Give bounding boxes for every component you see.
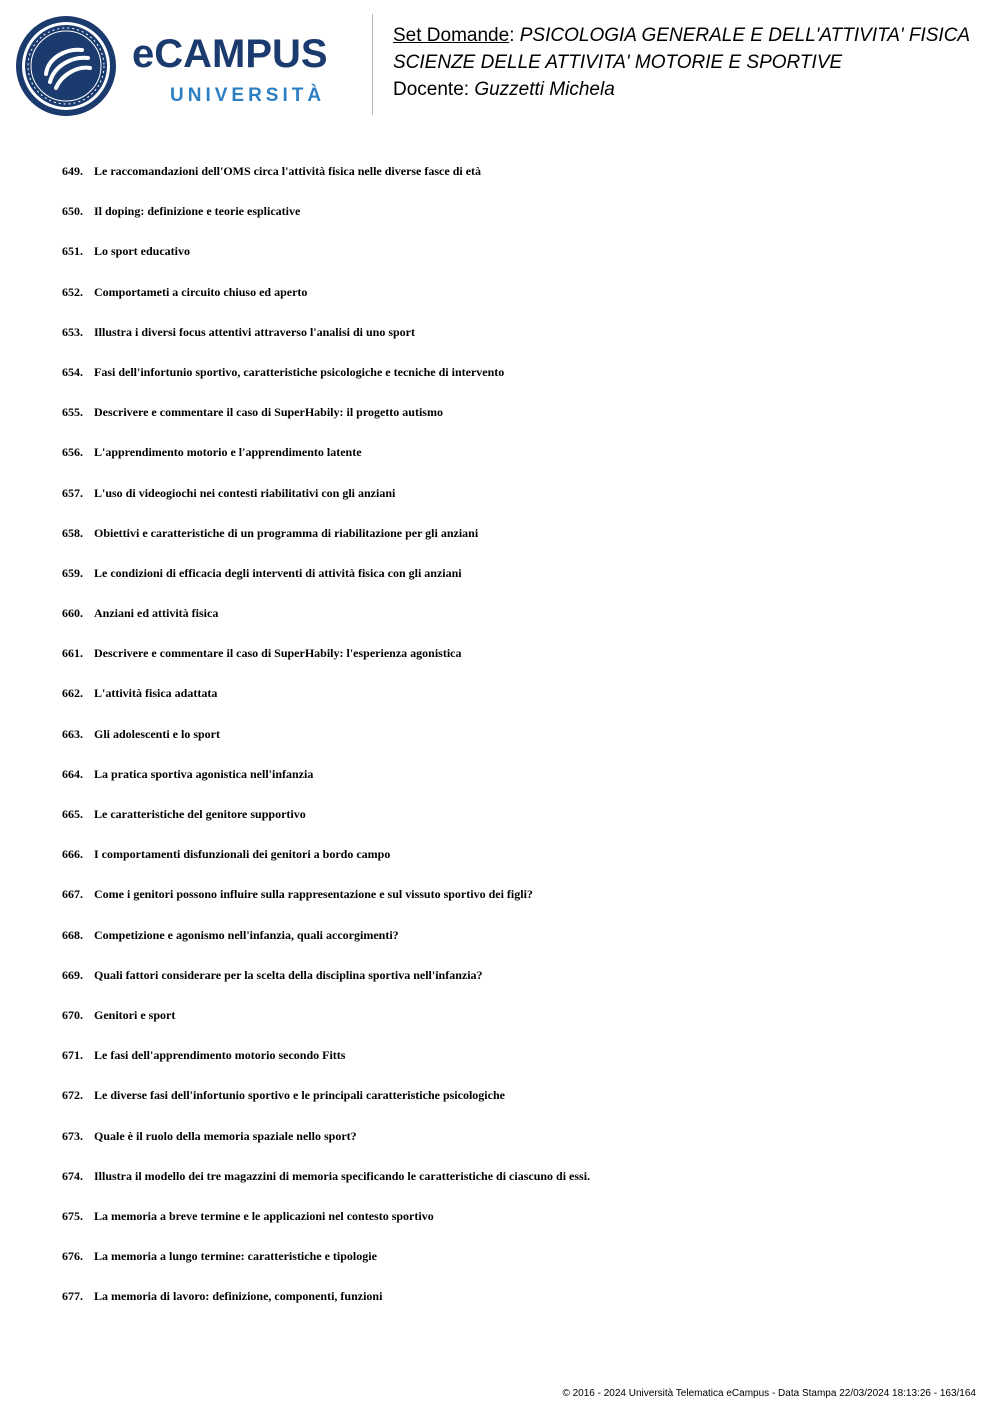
- question-number: 651.: [62, 244, 83, 259]
- question-text: Quale è il ruolo della memoria spaziale nello sport?: [94, 1128, 357, 1143]
- question-item: [62, 485, 962, 525]
- question-text: Obiettivi e caratteristiche di un programma di riabilitazione per gli anziani: [94, 525, 479, 540]
- question-number: 674.: [62, 1168, 83, 1183]
- question-text: Le raccomandazioni dell'OMS circa l'attività fisica nelle diverse fasce di età: [94, 164, 482, 178]
- question-number: 650.: [62, 204, 83, 219]
- question-number: 664.: [62, 766, 83, 781]
- question-item: [62, 1168, 962, 1208]
- question-item: [62, 685, 962, 725]
- question-text: I comportamenti disfunzionali dei genitori a bordo campo: [94, 847, 391, 862]
- course-title: PSICOLOGIA GENERALE E DELL'ATTIVITA' FISICA: [519, 25, 971, 46]
- question-item: [62, 766, 962, 806]
- question-text: Anziani ed attività fisica: [94, 606, 219, 621]
- question-number: 670.: [62, 1007, 83, 1022]
- question-number: 677.: [62, 1289, 83, 1304]
- question-number: 657.: [62, 485, 83, 500]
- question-item: [62, 1248, 962, 1288]
- question-number: 660.: [62, 606, 83, 621]
- question-number: 662.: [62, 686, 83, 701]
- logo-name: eCAMPUS: [132, 32, 328, 76]
- course-info: [393, 22, 993, 103]
- question-number: 653.: [62, 324, 83, 339]
- question-text: Le diverse fasi dell'infortunio sportivo e le principali caratteristiche psicologiche: [94, 1088, 505, 1103]
- course-title-line: [393, 22, 993, 49]
- title-separator: :: [509, 25, 515, 46]
- question-item: [62, 203, 962, 243]
- question-item: [62, 967, 962, 1007]
- question-text: Le caratteristiche del genitore supportivo: [94, 807, 306, 821]
- question-text: Quali fattori considerare per la scelta della disciplina sportiva nell'infanzia?: [94, 967, 483, 982]
- question-item: [62, 806, 962, 846]
- question-text: Lo sport educativo: [94, 244, 190, 259]
- question-text: L'apprendimento motorio e l'apprendimento latente: [94, 445, 362, 460]
- question-text: La memoria di lavoro: definizione, componenti, funzioni: [94, 1289, 383, 1304]
- question-text: Gli adolescenti e lo sport: [94, 726, 220, 741]
- docente-name: Guzzetti Michela: [474, 79, 615, 100]
- question-text: L'attività fisica adattata: [94, 686, 218, 701]
- question-item: [62, 163, 962, 203]
- page-footer: © 2016 - 2024 Università Telematica eCampus - Data Stampa 22/03/2024 18:13:26 - 163/164: [562, 1388, 976, 1399]
- question-text: Le condizioni di efficacia degli interventi di attività fisica con gli anziani: [94, 565, 462, 580]
- question-text: L'uso di videogiochi nei contesti riabilitativi con gli anziani: [94, 485, 396, 500]
- question-number: 658.: [62, 525, 83, 540]
- set-domande-label: Set Domande: [393, 25, 510, 46]
- question-item: [62, 525, 962, 565]
- question-text: Descrivere e commentare il caso di SuperHabily: l'esperienza agonistica: [94, 646, 462, 661]
- question-item: [62, 243, 962, 283]
- page-header: [0, 0, 1000, 130]
- question-item: [62, 927, 962, 967]
- question-number: 654.: [62, 364, 83, 379]
- question-text: La memoria a lungo termine: caratteristiche e tipologie: [94, 1249, 377, 1264]
- question-list: [62, 163, 962, 1328]
- question-item: [62, 886, 962, 926]
- question-text: Genitori e sport: [94, 1007, 176, 1022]
- question-text: Competizione e agonismo nell'infanzia, quali accorgimenti?: [94, 927, 399, 942]
- question-item: [62, 846, 962, 886]
- question-number: 671.: [62, 1048, 83, 1063]
- logo-subtitle: UNIVERSITÀ: [170, 85, 326, 106]
- question-number: 668.: [62, 927, 83, 942]
- question-number: 659.: [62, 565, 83, 580]
- question-number: 661.: [62, 646, 83, 661]
- question-number: 672.: [62, 1088, 83, 1103]
- question-number: 665.: [62, 807, 83, 821]
- question-number: 669.: [62, 967, 83, 982]
- question-item: [62, 324, 962, 364]
- question-item: [62, 1208, 962, 1248]
- question-item: [62, 284, 962, 324]
- question-item: [62, 404, 962, 444]
- question-text: La pratica sportiva agonistica nell'infanzia: [94, 766, 314, 781]
- question-item: [62, 605, 962, 645]
- question-number: 652.: [62, 284, 83, 299]
- question-item: [62, 1007, 962, 1047]
- question-number: 667.: [62, 887, 83, 902]
- question-item: [62, 565, 962, 605]
- question-number: 673.: [62, 1128, 83, 1143]
- question-number: 666.: [62, 847, 83, 862]
- header-divider: [372, 14, 373, 115]
- question-number: 649.: [62, 164, 83, 178]
- question-text: Comportameti a circuito chiuso ed aperto: [94, 284, 308, 299]
- question-item: [62, 645, 962, 685]
- question-text: Descrivere e commentare il caso di SuperHabily: il progetto autismo: [94, 405, 443, 420]
- question-number: 656.: [62, 445, 83, 460]
- question-text: La memoria a breve termine e le applicazioni nel contesto sportivo: [94, 1208, 434, 1223]
- question-number: 655.: [62, 405, 83, 420]
- docente-line: [393, 76, 993, 103]
- question-number: 675.: [62, 1208, 83, 1223]
- question-text: Fasi dell'infortunio sportivo, caratteristiche psicologiche e tecniche di intervento: [94, 364, 505, 379]
- question-item: [62, 1087, 962, 1127]
- question-number: 676.: [62, 1249, 83, 1264]
- question-item: [62, 726, 962, 766]
- question-item: [62, 1128, 962, 1168]
- question-item: [62, 1047, 962, 1087]
- logo-wordmark: [132, 34, 362, 118]
- question-number: 663.: [62, 726, 83, 741]
- question-item: [62, 444, 962, 484]
- university-seal-icon: [14, 14, 118, 118]
- question-text: Illustra il modello dei tre magazzini di memoria specificando le caratteristiche di ciascuno di essi.: [94, 1168, 591, 1183]
- question-text: Come i genitori possono influire sulla rappresentazione e sul vissuto sportivo dei figli?: [94, 887, 533, 902]
- question-text: Le fasi dell'apprendimento motorio secondo Fitts: [94, 1048, 346, 1063]
- degree-name: SCIENZE DELLE ATTIVITA' MOTORIE E SPORTIVE: [393, 52, 843, 73]
- ecampus-logo: [14, 14, 359, 118]
- question-item: [62, 1288, 962, 1328]
- question-item: [62, 364, 962, 404]
- docente-label: Docente:: [393, 79, 470, 100]
- question-text: Illustra i diversi focus attentivi attraverso l'analisi di uno sport: [94, 324, 415, 339]
- question-text: Il doping: definizione e teorie esplicative: [94, 204, 301, 219]
